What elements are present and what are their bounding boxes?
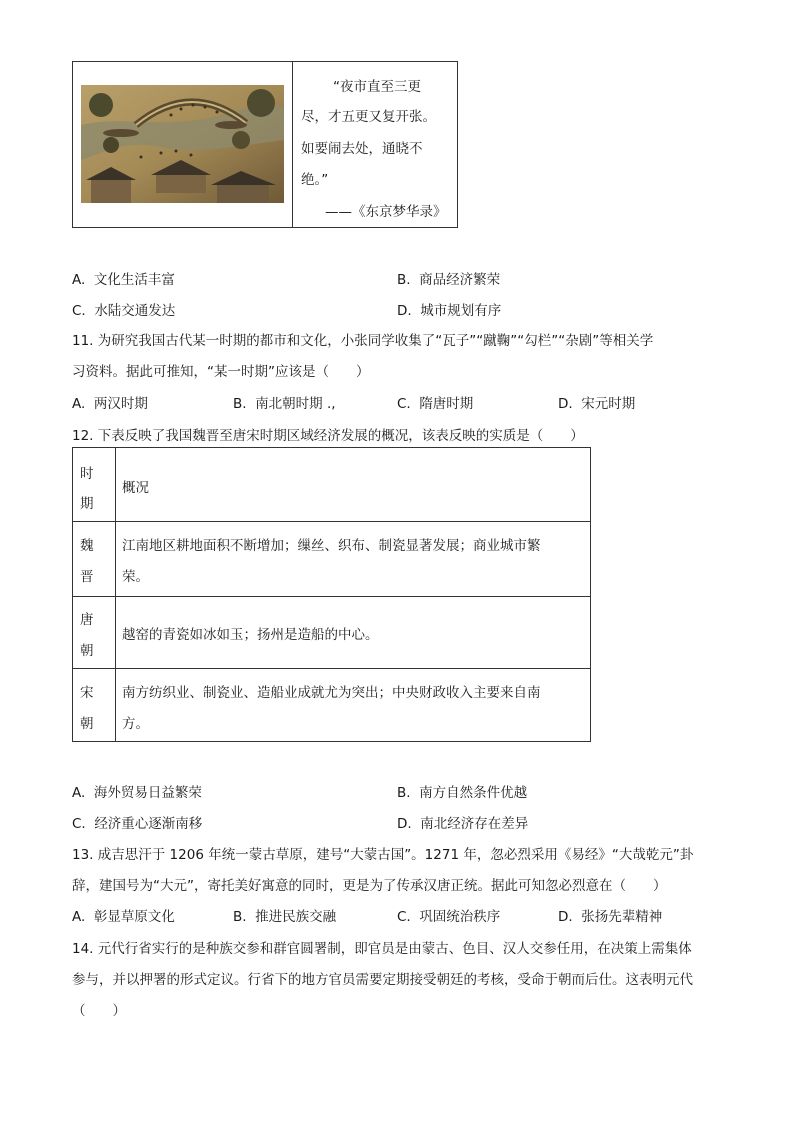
q12-option-a[interactable] bbox=[72, 781, 202, 801]
table-row-3-desc-1: 南方纺织业、制瓷业、造船业成就尤为突出；中央财政收入主要来自南 bbox=[122, 685, 541, 701]
q14-stem-line-1: 14. 元代行省实行的是种族交参和群官圆署制，即官员是由蒙古、色目、汉人交参任用，在决策上需集体 bbox=[72, 941, 692, 957]
q13-option-a[interactable] bbox=[72, 905, 175, 925]
option-letter: D. bbox=[558, 909, 573, 925]
table-row-divider bbox=[73, 596, 590, 597]
q11-option-b[interactable] bbox=[233, 392, 336, 412]
quote-line-1: “夜市直至三更 bbox=[333, 79, 421, 95]
option-letter: A. bbox=[72, 785, 86, 801]
option-text: 隋唐时期 bbox=[419, 396, 474, 412]
quote-line-3: 如要闹去处，通晓不 bbox=[301, 141, 423, 157]
q12-option-c[interactable] bbox=[72, 812, 202, 832]
option-letter: A. bbox=[72, 396, 86, 412]
option-text: 南北朝时期 ., bbox=[255, 396, 336, 412]
q13-stem-line-1: 13. 成吉思汗于 1206 年统一蒙古草原，建号“大蒙古国”。1271 年，忽必烈采用《易经》“大哉乾元”卦 bbox=[72, 847, 694, 863]
option-text: 张扬先辈精神 bbox=[581, 909, 663, 925]
q13-stem-line-2: 辞，建国号为“大元”，寄托美好寓意的同时，更是为了传承汉唐正统。据此可知忽必烈意在（ ） bbox=[72, 878, 667, 894]
quote-line-4: 绝。” bbox=[301, 172, 329, 188]
q14-stem-line-2: 参与，并以押署的形式定议。行省下的地方官员需要定期接受朝廷的考核，受命于朝而后仕。这表明元代 bbox=[72, 972, 693, 988]
option-text: 经济重心逐渐南移 bbox=[94, 816, 203, 832]
option-text: 海外贸易日益繁荣 bbox=[93, 785, 202, 801]
table-header-overview: 概况 bbox=[122, 480, 149, 496]
option-letter: C. bbox=[397, 909, 411, 925]
option-text: 宋元时期 bbox=[581, 396, 636, 412]
qingming-riverside-painting-icon bbox=[81, 85, 284, 203]
q10-option-c[interactable] bbox=[72, 299, 175, 319]
option-letter: A. bbox=[72, 909, 86, 925]
q13-option-d[interactable] bbox=[558, 905, 662, 925]
table-row-1-desc-1: 江南地区耕地面积不断增加；缫丝、织布、制瓷显著发展；商业城市繁 bbox=[122, 538, 541, 554]
option-text: 城市规划有序 bbox=[420, 303, 502, 319]
q11-stem-line-2: 习资料。据此可推知，“某一时期”应该是（ ） bbox=[72, 364, 370, 380]
option-letter: B. bbox=[397, 272, 411, 288]
option-text: 两汉时期 bbox=[93, 396, 148, 412]
option-letter: D. bbox=[397, 303, 412, 319]
q14-stem-line-3: （ ） bbox=[72, 1003, 126, 1019]
option-letter: B. bbox=[233, 909, 247, 925]
table-header-period-1: 时 bbox=[80, 466, 94, 482]
option-letter: A. bbox=[72, 272, 86, 288]
q10-option-d[interactable] bbox=[397, 299, 501, 319]
option-letter: D. bbox=[397, 816, 412, 832]
table-row-divider bbox=[73, 668, 590, 669]
q10-option-a[interactable] bbox=[72, 268, 175, 288]
table-row-2-period-1: 唐 bbox=[80, 612, 94, 628]
table-col-divider bbox=[115, 448, 116, 741]
q13-option-b[interactable] bbox=[233, 905, 336, 925]
table-row-3-period-2: 朝 bbox=[80, 716, 94, 732]
q11-option-d[interactable] bbox=[558, 392, 635, 412]
figure-divider bbox=[292, 62, 293, 227]
table-row-divider bbox=[73, 521, 590, 522]
q12-stem: 12. 下表反映了我国魏晋至唐宋时期区域经济发展的概况，该表反映的实质是（ ） bbox=[72, 428, 584, 444]
q13-option-c[interactable] bbox=[397, 905, 500, 925]
option-text: 彰显草原文化 bbox=[93, 909, 175, 925]
table-row-1-period-2: 晋 bbox=[80, 569, 94, 585]
option-letter: C. bbox=[397, 396, 411, 412]
quote-line-2: 尽，才五更又复开张。 bbox=[301, 109, 436, 125]
q12-option-d[interactable] bbox=[397, 812, 528, 832]
table-row-2-period-2: 朝 bbox=[80, 643, 94, 659]
table-row-1-period-1: 魏 bbox=[80, 538, 94, 554]
option-letter: B. bbox=[233, 396, 247, 412]
q10-option-b[interactable] bbox=[397, 268, 500, 288]
q11-option-c[interactable] bbox=[397, 392, 473, 412]
table-row-1-desc-2: 荣。 bbox=[122, 569, 149, 585]
option-text: 水陆交通发达 bbox=[94, 303, 176, 319]
option-text: 推进民族交融 bbox=[255, 909, 337, 925]
table-row-2-desc-1: 越窑的青瓷如冰如玉；扬州是造船的中心。 bbox=[122, 627, 379, 643]
quote-source: ——《东京梦华录》 bbox=[325, 204, 447, 220]
table-header-period-2: 期 bbox=[80, 496, 94, 512]
option-letter: D. bbox=[558, 396, 573, 412]
option-text: 巩固统治秩序 bbox=[419, 909, 501, 925]
option-text: 商品经济繁荣 bbox=[419, 272, 501, 288]
q11-stem-line-1: 11. 为研究我国古代某一时期的都市和文化，小张同学收集了“瓦子”“蹴鞠”“勾栏”“杂剧”等相关学 bbox=[72, 333, 654, 349]
table-row-3-desc-2: 方。 bbox=[122, 716, 149, 732]
option-text: 南方自然条件优越 bbox=[419, 785, 528, 801]
option-letter: C. bbox=[72, 303, 86, 319]
q11-option-a[interactable] bbox=[72, 392, 148, 412]
option-letter: B. bbox=[397, 785, 411, 801]
option-text: 南北经济存在差异 bbox=[420, 816, 529, 832]
q12-option-b[interactable] bbox=[397, 781, 527, 801]
option-letter: C. bbox=[72, 816, 86, 832]
option-text: 文化生活丰富 bbox=[93, 272, 175, 288]
table-row-3-period-1: 宋 bbox=[80, 685, 94, 701]
